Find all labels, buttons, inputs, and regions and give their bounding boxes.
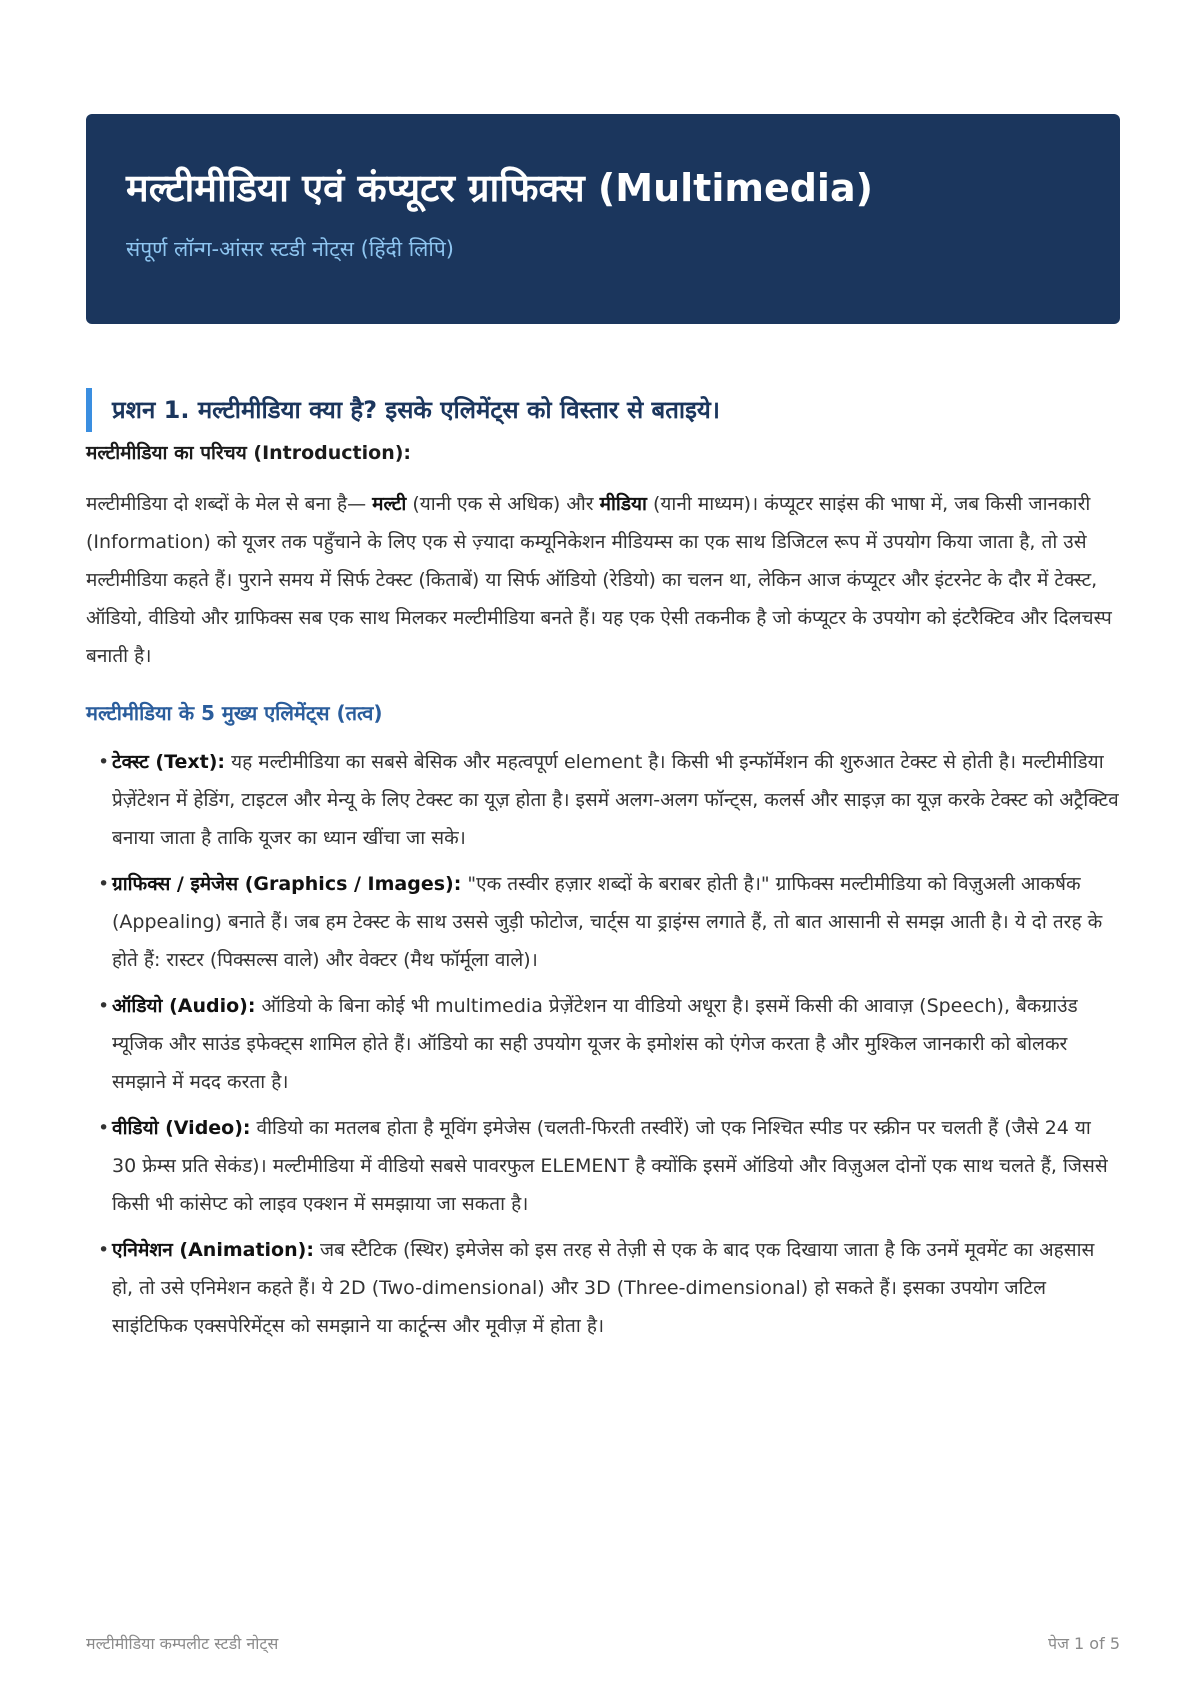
- list-item-text: वीडियो का मतलब होता है मूविंग इमेजेस (चलती-फिरती तस्वीरें) जो एक निश्चित स्पीड पर स्क्रीन पर चलती हैं (जैसे 24 या 30 फ्रेम्स प्रति सेकंड)। मल्टीमीडिया में वीडियो सबसे पावरफुल ELEMENT है क्योंकि इसमें ऑडियो और विज़ुअल दोनों एक साथ चलते हैं, जिससे किसी भी कांसेप्ट को लाइव एक्शन में समझाया जा सकता है।: [112, 1116, 1108, 1215]
- list-item-text: ऑडियो के बिना कोई भी multimedia प्रेज़ेंटेशन या वीडियो अधूरा है। इसमें किसी की आवाज़ (Speech), बैकग्राउंड म्यूजिक और साउंड इफेक्ट्स शामिल होते हैं। ऑडियो का सही उपयोग यूजर के इमोशंस को एंगेज करता है और मुश्किल जानकारी को बोलकर समझाने में मदद करता है।: [112, 994, 1078, 1093]
- footer-title: मल्टीमीडिया कम्पलीट स्टडी नोट्स: [86, 1634, 279, 1653]
- elements-heading: मल्टीमीडिया के 5 मुख्य एलिमेंट्स (तत्व): [86, 700, 383, 725]
- question-heading: प्रशन 1. मल्टीमीडिया क्या है? इसके एलिमेंट्स को विस्तार से बताइये।: [86, 388, 1120, 432]
- list-item-text: जब स्टैटिक (स्थिर) इमेजेस को इस तरह से तेज़ी से एक के बाद एक दिखाया जाता है कि उनमें मूवमेंट का अहसास हो, तो उसे एनिमेशन कहते हैं। ये 2D (Two-dimensional) और 3D (Three-dimensional) हो सकते हैं। इसका उपयोग जटिल साइंटिफिक एक्सपेरिमेंट्स को समझाने या कार्टून्स और मूवीज़ में होता है।: [112, 1238, 1095, 1337]
- list-item: [98, 1231, 1120, 1345]
- list-item-label: एनिमेशन (Animation):: [112, 1238, 314, 1261]
- intro-heading: मल्टीमीडिया का परिचय (Introduction):: [86, 442, 412, 464]
- bullet-icon: •: [98, 872, 110, 895]
- list-item: [98, 987, 1120, 1101]
- header-banner: [86, 114, 1120, 324]
- list-item-text: "एक तस्वीर हज़ार शब्दों के बराबर होती है।" ग्राफिक्स मल्टीमीडिया को विज़ुअली आकर्षक (Appealing) बनाते हैं। जब हम टेक्स्ट के साथ उससे जुड़ी फोटोज, चार्ट्स या ड्राइंग्स लगाते हैं, तो बात आसानी से समझ आती है। ये दो तरह के होते हैं: रास्टर (पिक्सल्स वाले) और वेक्टर (मैथ फॉर्मूला वाले)।: [112, 872, 1103, 971]
- bullet-icon: •: [98, 750, 110, 773]
- bullet-icon: •: [98, 1116, 110, 1139]
- list-item-label: वीडियो (Video):: [112, 1116, 251, 1139]
- list-item: [98, 865, 1120, 979]
- page-title: मल्टीमीडिया एवं कंप्यूटर ग्राफिक्स (Multimedia): [126, 166, 873, 210]
- main-content: [86, 440, 1120, 1353]
- list-item: [98, 1109, 1120, 1223]
- intro-text-3: (यानी माध्यम)। कंप्यूटर साइंस की भाषा में, जब किसी जानकारी (Information) को यूजर तक पहुँचाने के लिए एक से ज़्यादा कम्यूनिकेशन मीडियम्स का एक साथ डिजिटल रूप में उपयोग किया जाता है, तो उसे मल्टीमीडिया कहते हैं। पुराने समय में सिर्फ टेक्स्ट (किताबें) या सिर्फ ऑडियो (रेडियो) का चलन था, लेकिन आज कंप्यूटर और इंटरनेट के दौर में टेक्स्ट, ऑडियो, वीडियो और ग्राफिक्स सब एक साथ मिलकर मल्टीमीडिया बनते हैं। यह एक ऐसी तकनीक है जो कंप्यूटर के उपयोग को इंटरैक्टिव और दिलचस्प बनाती है।: [86, 492, 1112, 667]
- bullet-icon: •: [98, 1238, 110, 1261]
- elements-list: [86, 743, 1120, 1345]
- bullet-icon: •: [98, 994, 110, 1017]
- list-item-label: टेक्स्ट (Text):: [112, 750, 226, 773]
- intro-bold-multi: मल्टी: [372, 492, 407, 515]
- list-item: [98, 743, 1120, 857]
- intro-paragraph: [86, 485, 1120, 675]
- intro-bold-media: मीडिया: [599, 492, 647, 515]
- list-item-label: ऑडियो (Audio):: [112, 994, 256, 1017]
- intro-text-2: (यानी एक से अधिक) और: [406, 492, 600, 515]
- intro-text-1: मल्टीमीडिया दो शब्दों के मेल से बना है—: [86, 492, 373, 515]
- list-item-text: यह मल्टीमीडिया का सबसे बेसिक और महत्वपूर्ण element है। किसी भी इन्फॉर्मेशन की शुरुआत टेक्स्ट से होती है। मल्टीमीडिया प्रेज़ेंटेशन में हेडिंग, टाइटल और मेन्यू के लिए टेक्स्ट का यूज़ होता है। इसमें अलग-अलग फॉन्ट्स, कलर्स और साइज़ का यूज़ करके टेक्स्ट को अट्रैक्टिव बनाया जाता है ताकि यूजर का ध्यान खींचा जा सके।: [112, 750, 1119, 849]
- page-number: पेज 1 of 5: [1048, 1634, 1120, 1653]
- list-item-label: ग्राफिक्स / इमेजेस (Graphics / Images):: [112, 872, 462, 895]
- page-subtitle: संपूर्ण लॉन्ग-आंसर स्टडी नोट्स (हिंदी लिपि): [126, 236, 454, 261]
